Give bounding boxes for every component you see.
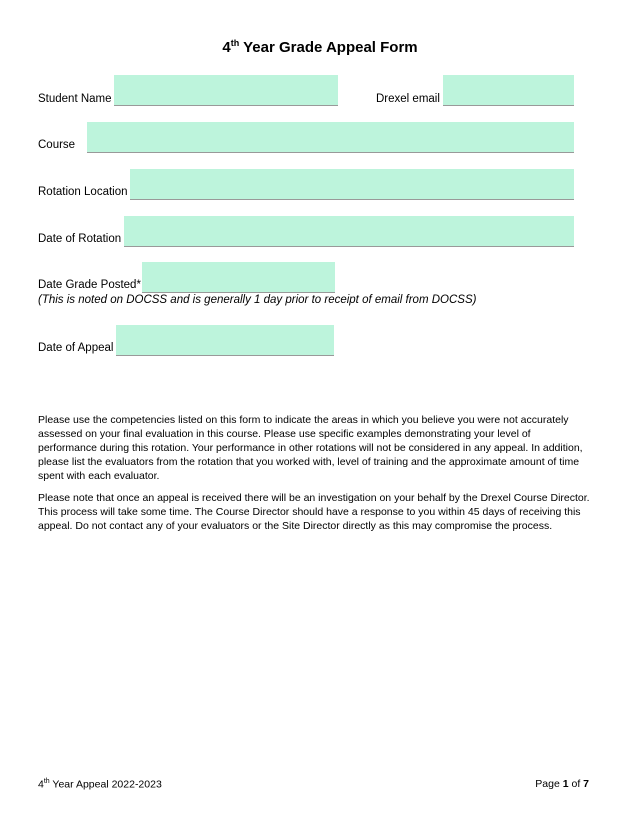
date-of-rotation-label: Date of Rotation: [38, 233, 122, 245]
footer-page-number: Page 1 of 7: [535, 778, 589, 790]
student-name-field[interactable]: [114, 75, 338, 106]
date-grade-posted-label: Date Grade Posted*: [38, 279, 141, 291]
rotation-location-field[interactable]: [130, 169, 574, 200]
date-grade-posted-field[interactable]: [142, 262, 335, 293]
date-of-appeal-label: Date of Appeal: [38, 342, 114, 354]
drexel-email-label: Drexel email: [376, 93, 440, 105]
date-of-appeal-field[interactable]: [116, 325, 334, 356]
rotation-location-label: Rotation Location: [38, 186, 128, 198]
form-title: 4th Year Grade Appeal Form: [222, 38, 418, 56]
footer-document-label: 4th Year Appeal 2022-2023: [38, 778, 162, 791]
date-grade-posted-note: (This is noted on DOCSS and is generally 1 day prior to receipt of email from DOCSS): [38, 294, 477, 306]
course-field[interactable]: [87, 122, 574, 153]
course-label: Course: [38, 139, 76, 151]
instructions-paragraph-2: Please note that once an appeal is received there will be an investigation on your behalf by the Drexel Course Director. This process will take some time. The Course Director should have a response to you within 45 days of receiving this appeal. Do not contact any of your evaluators or the Site Director directly as this may compromise the process.: [38, 492, 590, 532]
drexel-email-field[interactable]: [443, 75, 574, 106]
date-of-rotation-field[interactable]: [124, 216, 574, 247]
student-name-label: Student Name: [38, 93, 112, 105]
instructions-paragraph-1: Please use the competencies listed on this form to indicate the areas in which you believe you were not accurately assessed on your final evaluation in this course. Please use specific examples demonstrating your level of performance during this rotation. Your performance in other rotations will not be considered in any appeal. In addition, please list the evaluators from the rotation that you worked with, level of training and the approximate amount of time spent with each evaluator.: [38, 414, 583, 482]
